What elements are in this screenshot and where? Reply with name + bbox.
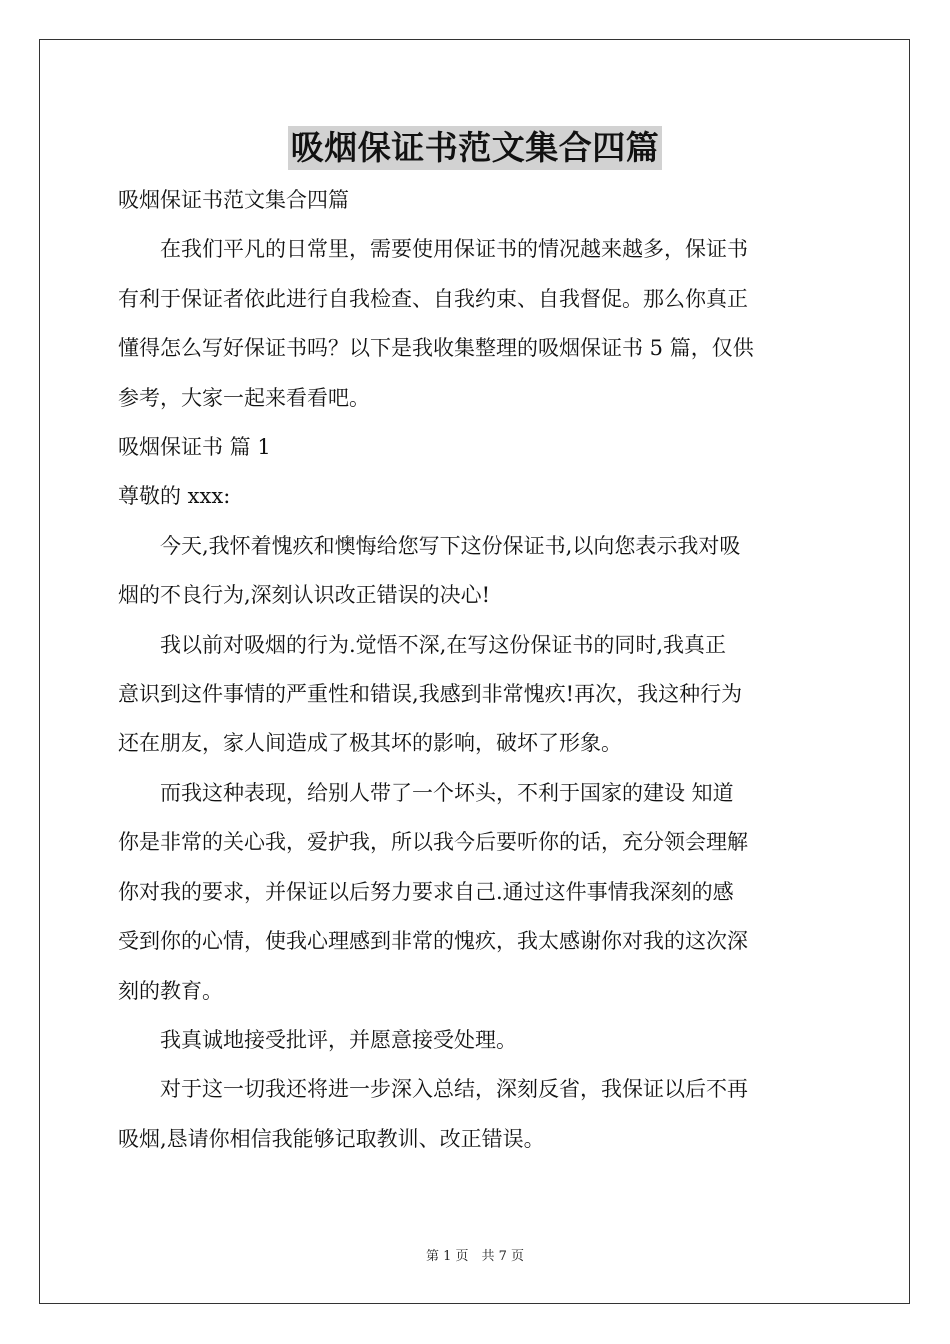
intro-line: 参考，大家一起来看看吧。	[118, 385, 370, 410]
subtitle: 吸烟保证书范文集合四篇	[118, 188, 349, 212]
intro-paragraph	[118, 225, 832, 423]
paragraph-line: 你是非常的关心我，爱护我，所以我今后要听你的话，充分领会理解	[118, 830, 748, 855]
paragraph-line: 刻的教育。	[118, 978, 223, 1003]
paragraph-line: 烟的不良行为,深刻认识改正错误的决心!	[118, 583, 491, 608]
paragraph-line: 受到你的心情，使我心理感到非常的愧疚，我太感谢你对我的这次深	[118, 929, 748, 954]
paragraph-5	[118, 1065, 832, 1164]
paragraph-line: 我以前对吸烟的行为.觉悟不深,在写这份保证书的同时,我真正	[160, 632, 727, 657]
paragraph-line: 还在朋友，家人间造成了极其坏的影响，破坏了形象。	[118, 731, 622, 756]
paragraph-line: 吸烟,恳请你相信我能够记取教训、改正错误。	[118, 1126, 545, 1151]
paragraph-line: 而我这种表现，给别人带了一个坏头，不利于国家的建设 知道	[160, 780, 734, 805]
intro-line: 懂得怎么写好保证书吗？以下是我收集整理的吸烟保证书 5 篇，仅供	[118, 336, 754, 361]
paragraph-4	[118, 1016, 832, 1065]
paragraph-line: 我真诚地接受批评，并愿意接受处理。	[160, 1027, 517, 1052]
document-body	[118, 176, 832, 1164]
paragraph-1	[118, 522, 832, 621]
section-heading: 吸烟保证书 篇 1	[118, 435, 271, 460]
paragraph-3	[118, 769, 832, 1016]
page-footer: 第 1 页 共 7 页	[425, 1249, 525, 1264]
paragraph-line: 意识到这件事情的严重性和错误,我感到非常愧疚!再次，我这种行为	[118, 682, 743, 707]
document-title: 吸烟保证书范文集合四篇	[288, 126, 663, 170]
intro-line: 有利于保证者依此进行自我检查、自我约束、自我督促。那么你真正	[118, 286, 748, 311]
paragraph-line: 对于这一切我还将进一步深入总结，深刻反省，我保证以后不再	[160, 1077, 748, 1102]
intro-line: 在我们平凡的日常里，需要使用保证书的情况越来越多，保证书	[160, 237, 748, 262]
title-container	[0, 126, 950, 170]
paragraph-line: 你对我的要求，并保证以后努力要求自己.通过这件事情我深刻的感	[118, 879, 734, 904]
paragraph-2	[118, 621, 832, 769]
salutation: 尊敬的 xxx:	[118, 484, 231, 509]
paragraph-line: 今天,我怀着愧疚和懊悔给您写下这份保证书,以向您表示我对吸	[160, 533, 741, 558]
